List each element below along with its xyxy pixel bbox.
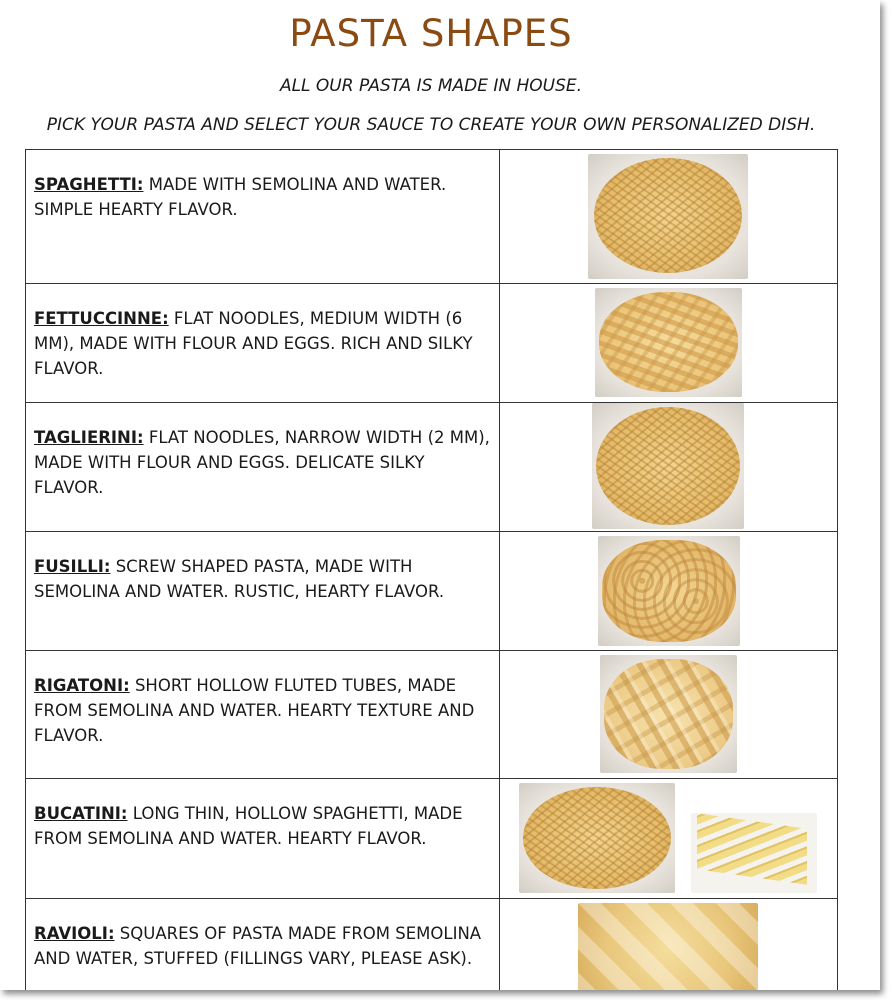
rigatoni-photo xyxy=(600,655,737,773)
pasta-row-spaghetti xyxy=(26,150,838,284)
pasta-name: RIGATONI: xyxy=(34,676,130,695)
taglierini-photo xyxy=(592,403,744,529)
pasta-details: SQUARES OF PASTA MADE FROM SEMOLINA AND WATER, STUFFED (FILLINGS VARY, PLEASE ASK). xyxy=(34,924,482,968)
pasta-photo-cell xyxy=(500,150,838,284)
pasta-details: SHORT HOLLOW FLUTED TUBES, MADE FROM SEMOLINA AND WATER. HEARTY TEXTURE AND FLAVOR. xyxy=(34,676,475,745)
pasta-description xyxy=(26,284,500,403)
pasta-photo-cell xyxy=(500,532,838,651)
pasta-details: LONG THIN, HOLLOW SPAGHETTI, MADE FROM SEMOLINA AND WATER. HEARTY FLAVOR. xyxy=(34,804,463,848)
pasta-name: RAVIOLI: xyxy=(34,924,115,943)
pasta-name: TAGLIERINI: xyxy=(34,428,144,447)
rigatoni-pile-icon xyxy=(604,659,733,769)
bucatini-nest-photo xyxy=(519,783,675,893)
page-title: PASTA SHAPES xyxy=(289,12,573,55)
bucatini-strands-icon xyxy=(697,813,807,884)
pasta-row-ravioli xyxy=(26,899,838,991)
pasta-photo-cell xyxy=(500,651,838,779)
pasta-details: SCREW SHAPED PASTA, MADE WITH SEMOLINA AND WATER. RUSTIC, HEARTY FLAVOR. xyxy=(34,557,445,601)
bucatini-strands-photo xyxy=(691,813,817,893)
pasta-photo-cell xyxy=(500,899,838,991)
fettuccinne-photo xyxy=(595,288,742,397)
ravioli-photo xyxy=(578,903,758,990)
pasta-photo-cell xyxy=(500,779,838,899)
pasta-name: FETTUCCINNE: xyxy=(34,309,169,328)
taglierini-nest-icon xyxy=(596,407,740,525)
pasta-row-taglierini xyxy=(26,403,838,532)
pasta-row-rigatoni xyxy=(26,651,838,779)
pasta-description xyxy=(26,651,500,779)
pasta-row-bucatini xyxy=(26,779,838,899)
pasta-details: MADE WITH SEMOLINA AND WATER. SIMPLE HEARTY FLAVOR. xyxy=(34,175,447,219)
spaghetti-nest-icon xyxy=(594,158,742,273)
pasta-name: FUSILLI: xyxy=(34,557,111,576)
pasta-name: BUCATINI: xyxy=(34,804,128,823)
pasta-table xyxy=(25,149,838,990)
pasta-photo-cell xyxy=(500,284,838,403)
fusilli-photo xyxy=(598,536,740,646)
pasta-description xyxy=(26,403,500,532)
pasta-description xyxy=(26,532,500,651)
ravioli-squares-icon xyxy=(578,903,758,990)
spaghetti-photo xyxy=(588,154,748,279)
house-made-note: ALL OUR PASTA IS MADE IN HOUSE. xyxy=(279,76,583,96)
pasta-row-fettuccinne xyxy=(26,284,838,403)
pasta-description xyxy=(26,899,500,991)
pasta-row-fusilli xyxy=(26,532,838,651)
pasta-description xyxy=(26,150,500,284)
pasta-description xyxy=(26,779,500,899)
pasta-name: SPAGHETTI: xyxy=(34,175,144,194)
fusilli-pile-icon xyxy=(602,540,736,642)
instructions-note: PICK YOUR PASTA AND SELECT YOUR SAUCE TO CREATE YOUR OWN PERSONALIZED DISH. xyxy=(46,115,816,135)
fettuccinne-nest-icon xyxy=(599,292,738,392)
pasta-photo-cell xyxy=(500,403,838,532)
bucatini-nest-icon xyxy=(523,787,671,889)
pasta-details: FLAT NOODLES, MEDIUM WIDTH (6 MM), MADE WITH FLOUR AND EGGS. RICH AND SILKY FLAVOR. xyxy=(34,309,473,378)
pasta-details: FLAT NOODLES, NARROW WIDTH (2 MM), MADE WITH FLOUR AND EGGS. DELICATE SILKY FLAVOR. xyxy=(34,428,490,497)
